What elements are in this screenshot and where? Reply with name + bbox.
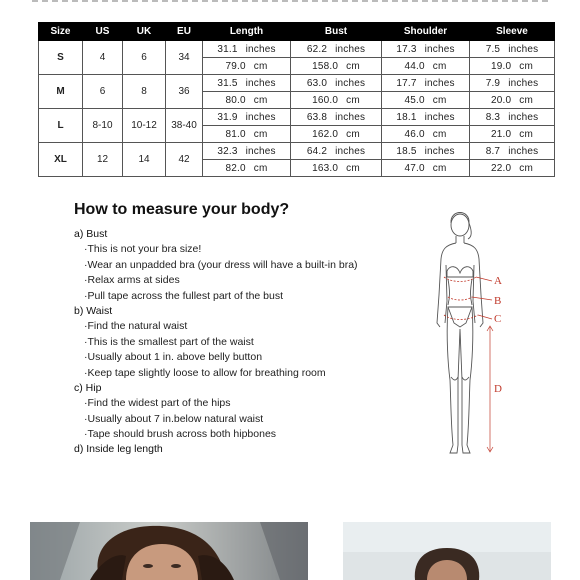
label-b: B — [494, 295, 502, 307]
us-cell: 8-10 — [83, 109, 123, 143]
table-row — [39, 109, 555, 126]
size-cell: S — [39, 41, 83, 75]
list-item: ·Find the widest part of the hips — [84, 397, 231, 410]
list-item: ·Usually about 1 in. above belly button — [84, 351, 263, 364]
length-inches-cell: 32.3 inches — [203, 143, 291, 160]
shoulder-cm-cell: 47.0 cm — [382, 160, 470, 177]
uk-cell: 14 — [123, 143, 166, 177]
header-eu: EU — [166, 23, 203, 41]
sleeve-inches-cell: 7.5 inches — [470, 41, 555, 58]
header-length: Length — [203, 23, 291, 41]
us-cell: 4 — [83, 41, 123, 75]
model-photo-right — [343, 522, 551, 580]
header-sleeve: Sleeve — [470, 23, 555, 41]
uk-cell: 10-12 — [123, 109, 166, 143]
model-photo-left — [30, 522, 308, 580]
eu-cell: 34 — [166, 41, 203, 75]
header-size: Size — [39, 23, 83, 41]
table-row — [39, 143, 555, 160]
bust-inches-cell: 63.8 inches — [291, 109, 382, 126]
header-shoulder: Shoulder — [382, 23, 470, 41]
section-heading-bust: a) Bust — [74, 228, 108, 240]
sleeve-inches-cell: 8.7 inches — [470, 143, 555, 160]
section-heading-inside-leg: d) Inside leg length — [74, 443, 163, 456]
shoulder-inches-cell: 18.5 inches — [382, 143, 470, 160]
uk-cell: 6 — [123, 41, 166, 75]
shoulder-cm-cell: 46.0 cm — [382, 126, 470, 143]
uk-cell: 8 — [123, 75, 166, 109]
table-row — [39, 41, 555, 58]
list-item: ·Tape should brush across both hipbones — [84, 428, 277, 441]
shoulder-cm-cell: 45.0 cm — [382, 92, 470, 109]
label-a: A — [494, 275, 502, 287]
list-item: ·Relax arms at sides — [84, 274, 180, 287]
eu-cell: 42 — [166, 143, 203, 177]
measure-guide-list — [74, 227, 414, 458]
list-item: ·Usually about 7 in.below natural waist — [84, 412, 264, 425]
list-item: ·Keep tape slightly loose to allow for breathing room — [84, 366, 326, 379]
shoulder-inches-cell: 17.7 inches — [382, 75, 470, 92]
list-item: ·Wear an unpadded bra (your dress will have a built-in bra) — [84, 258, 358, 271]
bust-inches-cell: 64.2 inches — [291, 143, 382, 160]
shoulder-inches-cell: 17.3 inches — [382, 41, 470, 58]
header-uk: UK — [123, 23, 166, 41]
shoulder-cm-cell: 44.0 cm — [382, 58, 470, 75]
shoulder-inches-cell: 18.1 inches — [382, 109, 470, 126]
list-item: ·This is the smallest part of the waist — [84, 335, 254, 348]
length-inches-cell: 31.1 inches — [203, 41, 291, 58]
sleeve-inches-cell: 8.3 inches — [470, 109, 555, 126]
length-cm-cell: 82.0 cm — [203, 160, 291, 177]
bust-inches-cell: 63.0 inches — [291, 75, 382, 92]
size-cell: XL — [39, 143, 83, 177]
bust-cm-cell: 158.0 cm — [291, 58, 382, 75]
bust-cm-cell: 163.0 cm — [291, 160, 382, 177]
us-cell: 12 — [83, 143, 123, 177]
sleeve-inches-cell: 7.9 inches — [470, 75, 555, 92]
sleeve-cm-cell: 20.0 cm — [470, 92, 555, 109]
size-cell: L — [39, 109, 83, 143]
us-cell: 6 — [83, 75, 123, 109]
eu-cell: 36 — [166, 75, 203, 109]
table-row — [39, 75, 555, 92]
label-d: D — [494, 383, 502, 395]
body-measurement-diagram — [420, 205, 530, 465]
length-inches-cell: 31.9 inches — [203, 109, 291, 126]
label-c: C — [494, 313, 502, 325]
top-dashed-divider — [32, 0, 548, 2]
length-cm-cell: 81.0 cm — [203, 126, 291, 143]
section-heading-waist: b) Waist — [74, 304, 113, 317]
size-chart-header-row — [39, 23, 555, 41]
sleeve-cm-cell: 19.0 cm — [470, 58, 555, 75]
bust-inches-cell: 62.2 inches — [291, 41, 382, 58]
bust-cm-cell: 162.0 cm — [291, 126, 382, 143]
sleeve-cm-cell: 21.0 cm — [470, 126, 555, 143]
eu-cell: 38-40 — [166, 109, 203, 143]
list-item: ·Find the natural waist — [84, 320, 188, 333]
list-item: ·This is not your bra size! — [84, 243, 202, 256]
list-item: ·Pull tape across the fullest part of the bust — [84, 289, 284, 302]
header-bust: Bust — [291, 23, 382, 41]
bust-cm-cell: 160.0 cm — [291, 92, 382, 109]
section-heading-hip: c) Hip — [74, 381, 102, 394]
measure-guide-title: How to measure your body? — [74, 201, 290, 218]
length-cm-cell: 80.0 cm — [203, 92, 291, 109]
size-cell: M — [39, 75, 83, 109]
sleeve-cm-cell: 22.0 cm — [470, 160, 555, 177]
length-inches-cell: 31.5 inches — [203, 75, 291, 92]
size-chart-table — [38, 22, 555, 177]
length-cm-cell: 79.0 cm — [203, 58, 291, 75]
header-us: US — [83, 23, 123, 41]
